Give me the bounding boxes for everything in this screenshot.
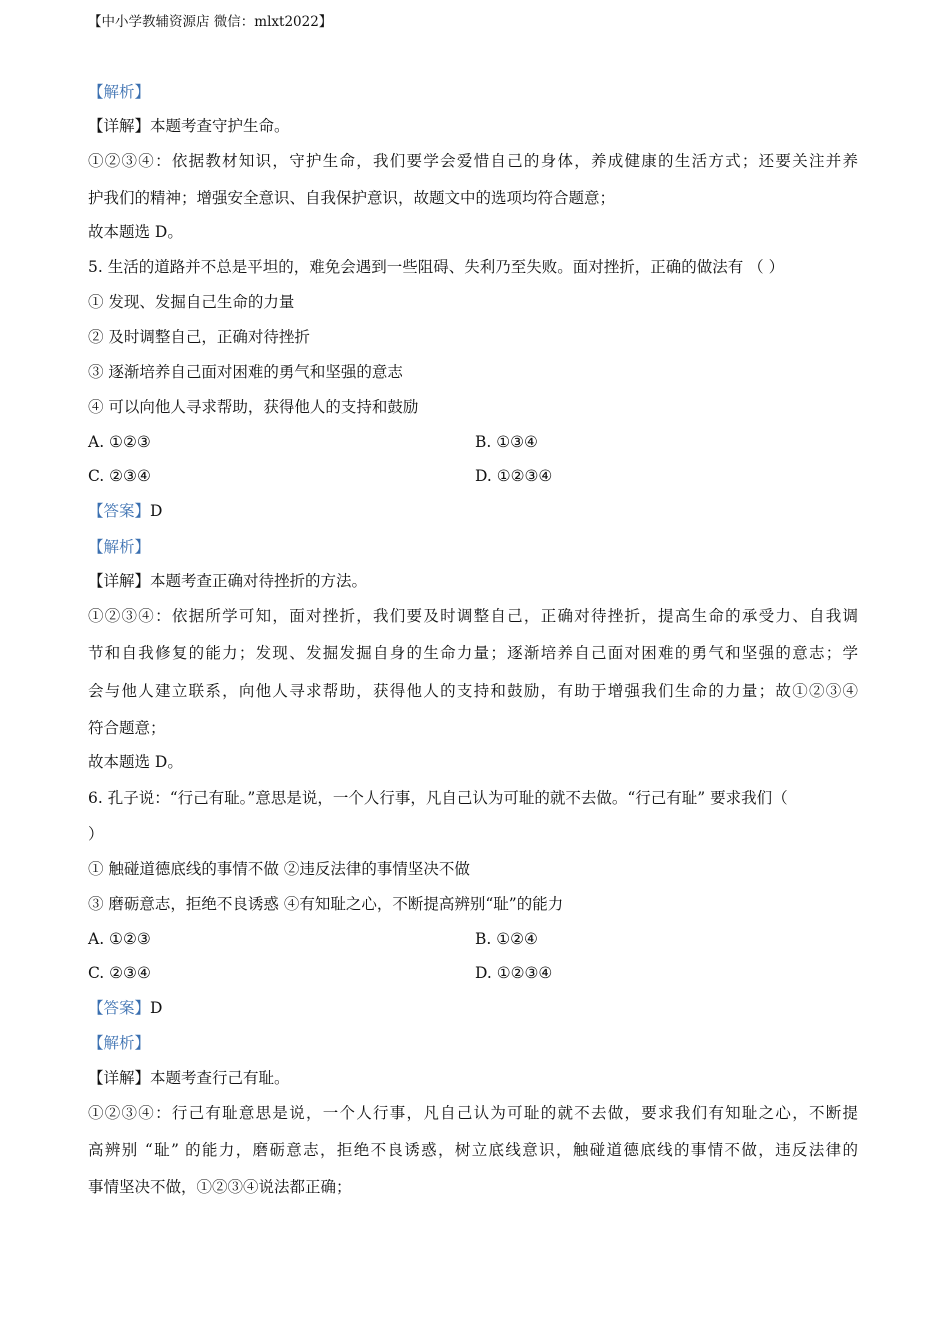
body-line: 会与他人建立联系，向他人寻求帮助，获得他人的支持和鼓励，有助于增强我们生命的力量；故①②③④ bbox=[88, 682, 858, 700]
question-5-stem: 5. 生活的道路并不总是平坦的，难免会遇到一些阻碍、失利乃至失败。面对挫折，正确的做法有 （ ） bbox=[88, 258, 785, 276]
option-b: B. ①②④ bbox=[475, 930, 538, 948]
question-5-item: ④ 可以向他人寻求帮助，获得他人的支持和鼓励 bbox=[88, 398, 419, 416]
body-line: ①②③④：依据所学可知，面对挫折，我们要及时调整自己，正确对待挫折，提高生命的承受力、自我调 bbox=[88, 607, 858, 625]
question-5-item: ① 发现、发掘自己生命的力量 bbox=[88, 293, 295, 311]
conclusion-line: 故本题选 D。 bbox=[88, 223, 183, 241]
question-6-stem-cont: ） bbox=[88, 825, 104, 843]
question-6-stem: 6. 孔子说：“行己有耻。”意思是说，一个人行事，凡自己认为可耻的就不去做。“行己有耻” 要求我们（ bbox=[88, 789, 788, 807]
body-line: 事情坚决不做，①②③④说法都正确； bbox=[88, 1178, 352, 1196]
analysis-tag: 【解析】 bbox=[88, 83, 151, 101]
detail-line: 【详解】本题考查行己有耻。 bbox=[88, 1069, 290, 1087]
option-c: C. ②③④ bbox=[88, 467, 151, 485]
conclusion-line: 故本题选 D。 bbox=[88, 753, 183, 771]
body-line: 符合题意； bbox=[88, 719, 166, 737]
analysis-tag: 【解析】 bbox=[88, 538, 151, 556]
option-a: A. ①②③ bbox=[88, 930, 151, 948]
option-c: C. ②③④ bbox=[88, 964, 151, 982]
option-a: A. ①②③ bbox=[88, 433, 151, 451]
body-line: 护我们的精神；增强安全意识、自我保护意识，故题文中的选项均符合题意； bbox=[88, 189, 616, 207]
question-6-item: ③ 磨砺意志，拒绝不良诱惑 ④有知耻之心，不断提高辨别“耻”的能力 bbox=[88, 895, 564, 913]
answer-tag: 【答案】 bbox=[88, 502, 151, 520]
option-b: B. ①③④ bbox=[475, 433, 538, 451]
body-line: ①②③④：行己有耻意思是说，一个人行事，凡自己认为可耻的就不去做，要求我们有知耻之心，不断提 bbox=[88, 1104, 858, 1122]
question-6-item: ① 触碰道德底线的事情不做 ②违反法律的事情坚决不做 bbox=[88, 860, 470, 878]
answer-value: D bbox=[150, 502, 163, 520]
page-header: 【中小学教辅资源店 微信：mlxt2022】 bbox=[88, 14, 333, 30]
answer-tag: 【答案】 bbox=[88, 999, 151, 1017]
question-5-item: ② 及时调整自己，正确对待挫折 bbox=[88, 328, 310, 346]
body-line: 节和自我修复的能力；发现、发掘发掘自身的生命力量；逐渐培养自己面对困难的勇气和坚强的意志；学 bbox=[88, 644, 858, 662]
answer-value: D bbox=[150, 999, 163, 1017]
answer-line bbox=[88, 501, 162, 521]
analysis-tag: 【解析】 bbox=[88, 1034, 151, 1052]
body-line: ①②③④：依据教材知识，守护生命，我们要学会爱惜自己的身体，养成健康的生活方式；还要关注并养 bbox=[88, 152, 858, 170]
answer-line bbox=[88, 998, 162, 1018]
detail-line: 【详解】本题考查守护生命。 bbox=[88, 117, 290, 135]
option-d: D. ①②③④ bbox=[475, 964, 553, 982]
body-line: 高辨别 “耻” 的能力，磨砺意志，拒绝不良诱惑，树立底线意识，触碰道德底线的事情不做，违反法律的 bbox=[88, 1141, 858, 1159]
question-5-item: ③ 逐渐培养自己面对困难的勇气和坚强的意志 bbox=[88, 363, 403, 381]
detail-line: 【详解】本题考查正确对待挫折的方法。 bbox=[88, 572, 368, 590]
option-d: D. ①②③④ bbox=[475, 467, 553, 485]
